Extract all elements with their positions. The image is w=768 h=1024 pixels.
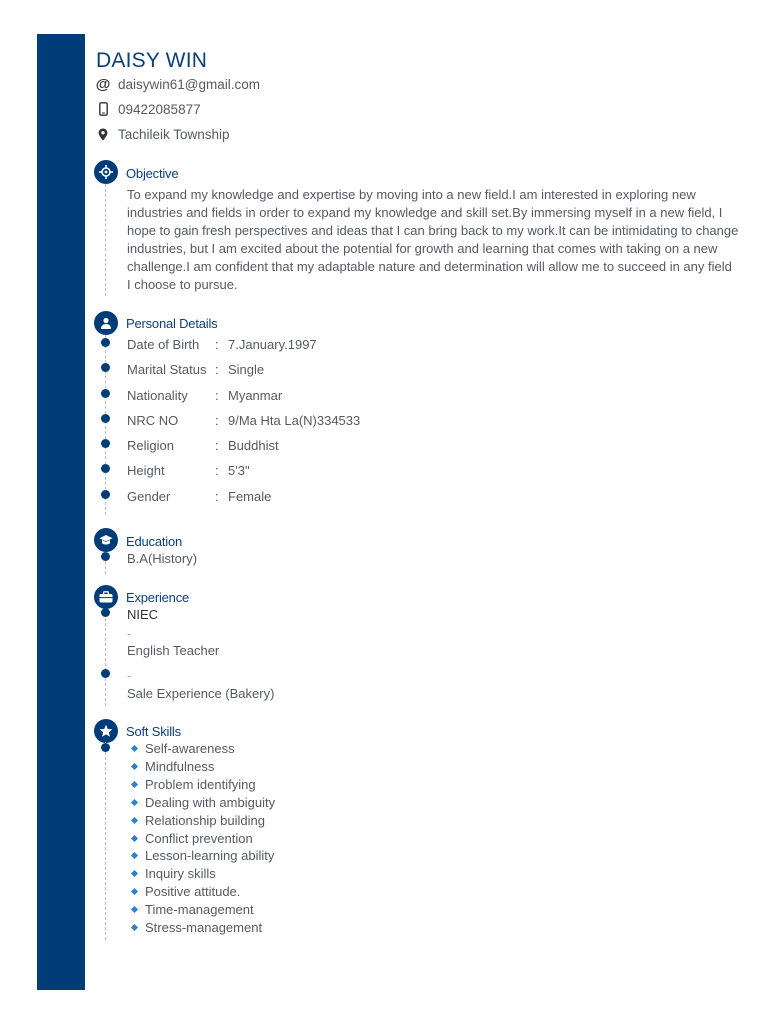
experience-role: Sale Experience (Bakery): [127, 686, 275, 701]
skill-text: Dealing with ambiguity: [145, 795, 276, 810]
skill-item: [131, 884, 240, 899]
detail-row: [127, 463, 250, 478]
experience-heading: Experience: [126, 590, 190, 605]
detail-label: Religion: [127, 438, 174, 453]
personal-details-heading: Personal Details: [126, 316, 218, 331]
skill-item: [131, 920, 262, 935]
skill-item: [131, 866, 216, 881]
skill-text: Positive attitude.: [145, 884, 241, 899]
map-pin-icon: [96, 128, 110, 141]
at-icon: @: [95, 75, 111, 93]
detail-value: 9/Ma Hta La(N)334533: [228, 413, 361, 428]
detail-value: 7.January.1997: [228, 337, 317, 352]
phone-icon: [96, 102, 110, 116]
timeline-dot: [101, 608, 110, 617]
experience-dash: -: [127, 668, 132, 683]
diamond-bullet-icon: [131, 817, 138, 824]
timeline-dot: [101, 414, 110, 423]
diamond-bullet-icon: [131, 799, 138, 806]
skill-text: Problem identifying: [145, 777, 256, 792]
skill-text: Self-awareness: [145, 741, 235, 756]
skills-timeline: [105, 742, 106, 940]
detail-label: NRC NO: [127, 413, 179, 428]
phone-text: 09422085877: [118, 101, 201, 117]
skill-item: [131, 759, 214, 774]
skill-item: [131, 902, 254, 917]
soft-skills-heading: Soft Skills: [126, 724, 181, 739]
detail-value: Myanmar: [228, 388, 283, 403]
personal-timeline: [105, 335, 106, 515]
objective-text: To expand my knowledge and expertise by moving into a new field.I am interested in exploring new industries and fields in order to expand my knowledge and skill set.By immersing myself in a new field, I hope to gain fresh perspectives and ideas that I can bring back to my work.It can be intimidating to change industries, but I am excited about the potential for growth and learning that comes with taking on a new challenge.I am confident that my adaptable nature and determination will allow me to succeed in any field I choose to pursue.: [127, 187, 739, 292]
timeline-dot: [101, 389, 110, 398]
diamond-bullet-icon: [131, 763, 138, 770]
skill-text: Mindfulness: [145, 759, 215, 774]
diamond-bullet-icon: [131, 781, 138, 788]
detail-label: Nationality: [127, 388, 188, 403]
education-degree: B.A(History): [127, 551, 198, 566]
detail-row: [127, 337, 317, 352]
detail-row: [127, 438, 279, 453]
email-text: daisywin61@gmail.com: [118, 76, 261, 92]
diamond-bullet-icon: [131, 870, 138, 877]
detail-label: Marital Status: [127, 362, 207, 377]
detail-value: Single: [228, 362, 265, 377]
timeline-dot: [101, 552, 110, 561]
detail-value: 5'3": [228, 463, 250, 478]
contact-email: [96, 74, 260, 94]
sidebar-bar: [37, 34, 85, 990]
detail-colon: :: [215, 463, 219, 478]
detail-colon: :: [215, 489, 219, 504]
skill-text: Stress-management: [145, 920, 263, 935]
skill-text: Inquiry skills: [145, 866, 216, 881]
detail-row: [127, 388, 282, 403]
candidate-name: DAISY WIN: [96, 49, 208, 72]
timeline-dot: [101, 363, 110, 372]
diamond-bullet-icon: [131, 852, 138, 859]
detail-colon: :: [215, 438, 219, 453]
contact-location: [96, 124, 230, 144]
star-icon: [94, 719, 118, 743]
briefcase-icon: [94, 585, 118, 609]
target-icon: [94, 160, 118, 184]
detail-colon: :: [215, 362, 219, 377]
skill-item: [131, 777, 256, 792]
detail-row: [127, 362, 264, 377]
experience-dash: -: [127, 626, 132, 641]
objective-heading: Objective: [126, 166, 179, 181]
experience-role: English Teacher: [127, 643, 220, 658]
timeline-dot: [101, 669, 110, 678]
detail-row: [127, 413, 360, 428]
diamond-bullet-icon: [131, 835, 138, 842]
detail-value: Buddhist: [228, 438, 279, 453]
skill-item: [131, 795, 275, 810]
detail-colon: :: [215, 337, 219, 352]
diamond-bullet-icon: [131, 888, 138, 895]
user-icon: [94, 311, 118, 335]
skill-text: Conflict prevention: [145, 831, 253, 846]
skill-item: [131, 831, 253, 846]
timeline-dot: [101, 464, 110, 473]
diamond-bullet-icon: [131, 906, 138, 913]
timeline-dot: [101, 490, 110, 499]
education-heading: Education: [126, 534, 183, 549]
contact-phone: [96, 99, 201, 119]
skill-text: Relationship building: [145, 813, 265, 828]
timeline-dot: [101, 439, 110, 448]
timeline-dot: [101, 338, 110, 347]
detail-colon: :: [215, 388, 219, 403]
experience-org: NIEC: [127, 607, 159, 622]
graduation-cap-icon: [94, 528, 118, 552]
detail-label: Date of Birth: [127, 337, 200, 352]
diamond-bullet-icon: [131, 745, 138, 752]
skill-item: [131, 848, 274, 863]
detail-label: Gender: [127, 489, 171, 504]
location-text: Tachileik Township: [118, 126, 230, 142]
detail-value: Female: [228, 489, 272, 504]
skill-text: Lesson-learning ability: [145, 848, 275, 863]
objective-timeline: [105, 184, 106, 296]
skill-item: [131, 741, 235, 756]
experience-timeline: [105, 608, 106, 706]
skill-text: Time-management: [145, 902, 254, 917]
diamond-bullet-icon: [131, 924, 138, 931]
detail-label: Height: [127, 463, 165, 478]
timeline-dot: [101, 743, 110, 752]
skill-item: [131, 813, 265, 828]
detail-colon: :: [215, 413, 219, 428]
detail-row: [127, 489, 271, 504]
